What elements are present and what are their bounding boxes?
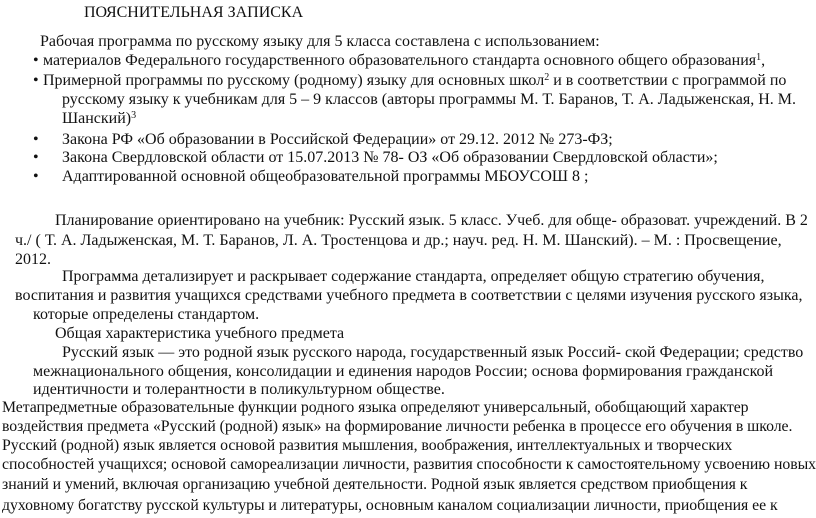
bullet-icon: • — [33, 149, 39, 166]
bullet-icon: • — [33, 52, 39, 69]
source-text: материалов Федерального государственного образовательного стандарта основного общего образования — [43, 52, 757, 69]
source-text: Примерной программы по русскому (родному) языку для основных школ — [43, 72, 545, 89]
source-item-regional-law: Закона Свердловской области от 15.07.2013 № 78- ОЗ «Об образовании Свердловской области»; — [62, 149, 718, 166]
bullet-icon: • — [33, 131, 39, 148]
footnote-marker: 3 — [131, 110, 137, 121]
source-text-line: русскому языку к учебникам для 5 – 9 классов (авторы программы М. Т. Баранов, Т. А. Ладыженская, Н. М. — [62, 91, 796, 108]
source-text: Шанский) — [62, 110, 132, 127]
source-item-fgos — [43, 52, 765, 70]
source-item-sample-program — [43, 72, 786, 90]
section-heading: Общая характеристика учебного предмета — [55, 325, 345, 342]
planning-line: ч./ ( Т. А. Ладыженская, М. Т. Баранов, Л. А. Тростенцова и др.; науч. ред. Н. М. Шанский). – М. : Просвещение, — [15, 232, 782, 249]
characteristic-line: Русский язык — это родной язык русского народа, государственный язык Россий- ской Федерации; средство — [62, 344, 804, 361]
program-line: которые определены стандартом. — [33, 306, 260, 323]
program-line: воспитания и развития учащихся средствами учебного предмета в соответствии с целями изучения русского языка, — [15, 287, 803, 304]
bullet-icon: • — [33, 72, 39, 89]
source-suffix: , — [761, 52, 766, 69]
functions-line: Метапредметные образовательные функции родного языка определяют универсальный, обобщающий характер — [2, 399, 749, 416]
footnote-marker: 1 — [756, 52, 762, 63]
intro-line: Рабочая программа по русскому языку для 5 класса составлена с использованием: — [40, 33, 600, 50]
bullet-icon: • — [33, 168, 39, 185]
source-text-cont: и в соответствии с программой по — [549, 72, 787, 89]
planning-line: 2012. — [15, 251, 51, 268]
source-item-adapted-program: Адаптированной основной общеобразовательной программы МБОУСОШ 8 ; — [62, 168, 589, 185]
functions-line: способностей учащихся; основой самореализации личности, развития способности к самостоятельному усвоению новых — [2, 456, 816, 473]
characteristic-line: межнационального общения, консолидации и единения народов России; основа формирования гражданской — [33, 363, 774, 380]
functions-line: Русский (родной) язык является основой развития мышления, воображения, интеллектуальных и творческих — [2, 437, 733, 454]
source-item-federal-law: Закона РФ «Об образовании в Российской Федерации» от 29.12. 2012 № 273-ФЗ; — [62, 131, 613, 148]
planning-line: Планирование ориентировано на учебник: Русский язык. 5 класс. Учеб. для обще- образоват. учреждений. В 2 — [55, 212, 808, 229]
footnote-marker: 2 — [544, 72, 550, 83]
functions-line: воздействия предмета «Русский (родной) язык» на формирование личности ребенка в процессе его обучения в школе. — [2, 418, 793, 435]
functions-line: знаний и умений, включая организацию учебной деятельности. Родной язык является средством приобщения к — [2, 476, 748, 493]
source-text-line — [62, 110, 136, 128]
functions-line: духовному богатству русской культуры и литературы, основным каналом социализации личности, приобщения ее к — [2, 497, 778, 514]
characteristic-line: идентичности и толерантности в поликультурном обществе. — [33, 381, 445, 398]
program-line: Программа детализирует и раскрывает содержание стандарта, определяет общую стратегию обучения, — [62, 268, 765, 285]
document-title: ПОЯСНИТЕЛЬНАЯ ЗАПИСКА — [84, 4, 304, 21]
